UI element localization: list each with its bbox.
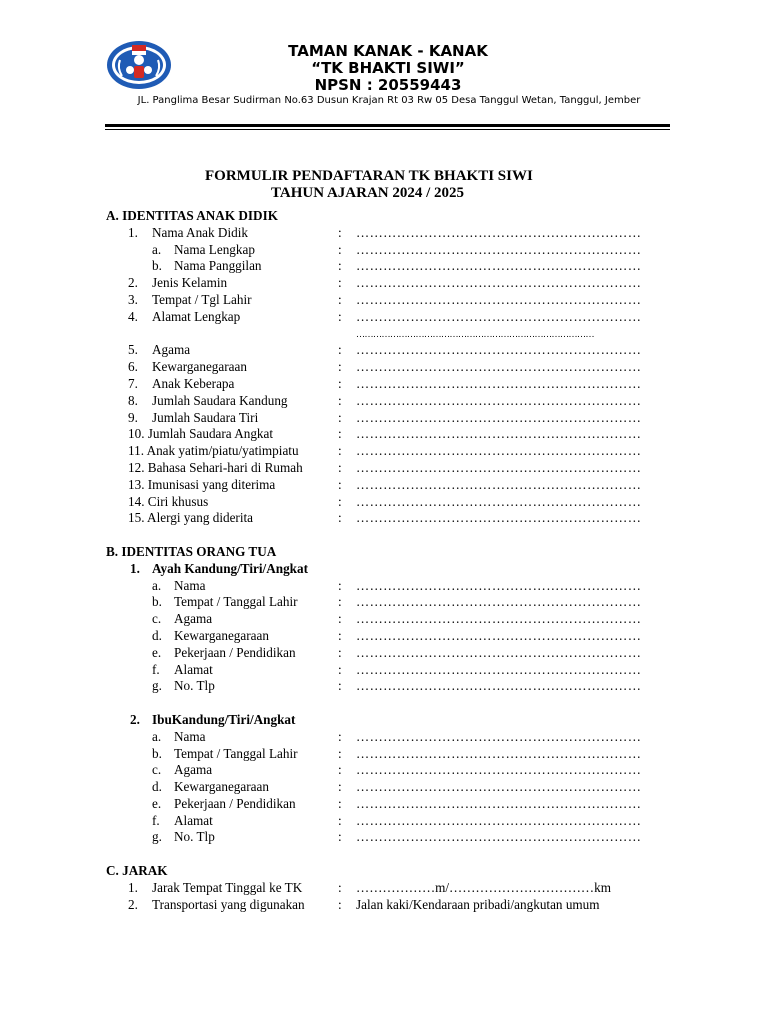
blank-field[interactable]: ………………………………………………………	[356, 577, 642, 593]
field-label: 13. Imunisasi yang diterima	[128, 476, 276, 492]
form-row: 10. Jumlah Saudara Angkat : ………………………………………………………	[0, 426, 768, 443]
blank-field[interactable]: ………………………………………………………	[356, 375, 642, 391]
blank-field[interactable]: ………………………………………………………	[356, 745, 642, 761]
form-row: a. Nama Lengkap : ………………………………………………………	[0, 242, 768, 259]
field-label: 14. Ciri khusus	[128, 493, 209, 509]
form-row: f. Alamat : ………………………………………………………	[0, 662, 768, 679]
section-b-heading: B. IDENTITAS ORANG TUA	[106, 543, 277, 559]
father-subheading: Ayah Kandung/Tiri/Angkat	[152, 560, 308, 576]
blank-field[interactable]: ………………………………………………………	[356, 510, 642, 526]
form-row: b. Tempat / Tanggal Lahir : ………………………………………………………	[0, 746, 768, 763]
father-subheading-row: 1. Ayah Kandung/Tiri/Angkat	[130, 560, 308, 576]
blank-field[interactable]: ………………………………………………………	[356, 241, 642, 257]
blank-field[interactable]: ………………………………………………………	[356, 224, 642, 240]
section-a-heading: A. IDENTITAS ANAK DIDIK	[106, 208, 278, 223]
header-divider-thick	[105, 124, 670, 127]
field-label: Tempat / Tanggal Lahir	[174, 745, 298, 761]
school-address: JL. Panglima Besar Sudirman No.63 Dusun Krajan Rt 03 Rw 05 Desa Tanggul Wetan, Tanggul, Jember	[137, 95, 641, 106]
form-row: d. Kewarganegaraan : ………………………………………………………	[0, 628, 768, 645]
field-label: Anak Keberapa	[152, 375, 235, 391]
form-row: g. No. Tlp : ………………………………………………………	[0, 829, 768, 846]
school-name: “TK BHAKTI SIWI”	[311, 59, 465, 77]
field-label: Kewarganegaraan	[152, 359, 247, 375]
mother-subheading-row: 2. IbuKandung/Tiri/Angkat	[130, 711, 296, 727]
field-label: Agama	[174, 611, 213, 627]
blank-field[interactable]: ………………………………………………………	[356, 359, 642, 375]
form-row: a. Nama : ………………………………………………………	[0, 729, 768, 746]
field-label: Nama Anak Didik	[152, 224, 248, 240]
school-type: TAMAN KANAK - KANAK	[288, 42, 488, 60]
field-label: No. Tlp	[174, 678, 215, 694]
form-row: b. Nama Panggilan : ………………………………………………………	[0, 258, 768, 275]
blank-field[interactable]: ………………………………………………………	[356, 291, 642, 307]
form-row: 15. Alergi yang diderita : ………………………………………………………	[0, 510, 768, 527]
field-label: Jumlah Saudara Tiri	[152, 409, 259, 425]
distance-field[interactable]: ………………m/……………………………km	[356, 879, 611, 895]
form-row: 9. Jumlah Saudara Tiri : ………………………………………………………	[0, 410, 768, 427]
field-label: Alamat	[174, 812, 213, 828]
form-row	[0, 326, 768, 343]
school-logo-icon	[106, 40, 172, 90]
field-label: Jenis Kelamin	[152, 275, 228, 291]
field-label: Kewarganegaraan	[174, 627, 269, 643]
registration-form	[0, 208, 768, 913]
blank-field[interactable]: ………………………………………………………	[356, 762, 642, 778]
form-row: d. Kewarganegaraan : ………………………………………………………	[0, 779, 768, 796]
field-label: Nama	[174, 577, 206, 593]
field-label: 12. Bahasa Sehari-hari di Rumah	[128, 459, 303, 475]
form-row: 12. Bahasa Sehari-hari di Rumah : ………………………………………………………	[0, 460, 768, 477]
blank-field[interactable]: ………………………………………………………	[356, 728, 642, 744]
form-row: f. Alamat : ………………………………………………………	[0, 813, 768, 830]
blank-field[interactable]: ………………………………………………………	[356, 342, 642, 358]
field-label: 11. Anak yatim/piatu/yatimpiatu	[128, 443, 299, 459]
form-row: 7. Anak Keberapa : ………………………………………………………	[0, 376, 768, 393]
academic-year: TAHUN AJARAN 2024 / 2025	[271, 185, 465, 201]
form-row: 14. Ciri khusus : ………………………………………………………	[0, 494, 768, 511]
spacer	[0, 846, 768, 863]
form-row: e. Pekerjaan / Pendidikan : ………………………………………………………	[0, 645, 768, 662]
form-row: g. No. Tlp : ………………………………………………………	[0, 678, 768, 695]
section-c-heading-row	[0, 863, 768, 880]
field-label: Kewarganegaraan	[174, 779, 269, 795]
form-row: 1. Nama Anak Didik : ………………………………………………………	[0, 225, 768, 242]
field-label: No. Tlp	[174, 829, 215, 845]
header-divider-thin	[105, 129, 670, 130]
form-row: 4. Alamat Lengkap : ………………………………………………………	[0, 309, 768, 326]
field-label: Agama	[152, 342, 191, 358]
form-row: 5. Agama : ………………………………………………………	[0, 342, 768, 359]
form-row: c. Agama : ………………………………………………………	[0, 762, 768, 779]
blank-field[interactable]: ………………………………………………………	[356, 493, 642, 509]
form-row: 11. Anak yatim/piatu/yatimpiatu : ………………………………………………………	[0, 443, 768, 460]
field-label: Nama Panggilan	[174, 258, 262, 274]
spacer	[0, 695, 768, 712]
spacer	[0, 527, 768, 544]
blank-field[interactable]: ………………………………………………………	[356, 258, 642, 274]
blank-field[interactable]: ………………………………………………………	[356, 661, 642, 677]
field-label: Nama Lengkap	[174, 241, 255, 257]
field-label: Agama	[174, 762, 213, 778]
field-label: Pekerjaan / Pendidikan	[174, 795, 296, 811]
blank-field[interactable]: ………………………………………………………	[356, 627, 642, 643]
field-label: Jarak Tempat Tinggal ke TK	[152, 879, 303, 895]
blank-field[interactable]: ………………………………………………………	[356, 409, 642, 425]
mother-subheading: IbuKandung/Tiri/Angkat	[152, 711, 296, 727]
form-row: e. Pekerjaan / Pendidikan : ………………………………………………………	[0, 796, 768, 813]
blank-field[interactable]: ………………………………………………………	[356, 644, 642, 660]
section-c-heading: C. JARAK	[106, 863, 168, 879]
form-row: b. Tempat / Tanggal Lahir : ………………………………………………………	[0, 594, 768, 611]
form-row: 2. Jenis Kelamin : ………………………………………………………	[0, 275, 768, 292]
blank-field-continuation[interactable]: …………………………………………………………………………	[356, 328, 594, 339]
form-row: 8. Jumlah Saudara Kandung : ………………………………………………………	[0, 393, 768, 410]
blank-field[interactable]: ………………………………………………………	[356, 611, 642, 627]
blank-field[interactable]: ………………………………………………………	[356, 678, 642, 694]
form-row: 3. Tempat / Tgl Lahir : ………………………………………………………	[0, 292, 768, 309]
field-label: Transportasi yang digunakan	[152, 896, 305, 912]
blank-field[interactable]: ………………………………………………………	[356, 829, 642, 845]
field-label: 10. Jumlah Saudara Angkat	[128, 426, 274, 442]
transport-options[interactable]: Jalan kaki/Kendaraan pribadi/angkutan umum	[356, 896, 600, 912]
field-label: Pekerjaan / Pendidikan	[174, 644, 296, 660]
form-row: c. Agama : ………………………………………………………	[0, 611, 768, 628]
field-label: 15. Alergi yang diderita	[128, 510, 254, 526]
field-label: Jumlah Saudara Kandung	[152, 392, 288, 408]
form-row: 1. Jarak Tempat Tinggal ke TK : ………………m/……………………………km	[128, 879, 611, 895]
field-label: Tempat / Tgl Lahir	[152, 291, 252, 307]
blank-field[interactable]: ………………………………………………………	[356, 443, 642, 459]
blank-field[interactable]: ………………………………………………………	[356, 795, 642, 811]
field-label: Alamat Lengkap	[152, 308, 241, 324]
blank-field[interactable]: ………………………………………………………	[356, 812, 642, 828]
blank-field[interactable]: ………………………………………………………	[356, 459, 642, 475]
form-row: 2. Transportasi yang digunakan : Jalan kaki/Kendaraan pribadi/angkutan umum	[128, 896, 600, 912]
form-row: 6. Kewarganegaraan : ………………………………………………………	[0, 359, 768, 376]
field-label: Nama	[174, 728, 206, 744]
blank-field[interactable]: ………………………………………………………	[356, 275, 642, 291]
field-label: Alamat	[174, 661, 213, 677]
section-a-heading-row	[0, 208, 768, 225]
blank-field[interactable]: ………………………………………………………	[356, 779, 642, 795]
blank-field[interactable]: ………………………………………………………	[356, 426, 642, 442]
field-label: Tempat / Tanggal Lahir	[174, 594, 298, 610]
blank-field[interactable]: ………………………………………………………	[356, 476, 642, 492]
blank-field[interactable]: ………………………………………………………	[356, 308, 642, 324]
form-row: 13. Imunisasi yang diterima : ………………………………………………………	[0, 477, 768, 494]
blank-field[interactable]: ………………………………………………………	[356, 594, 642, 610]
npsn: NPSN : 20559443	[314, 76, 462, 94]
form-row: a. Nama : ………………………………………………………	[0, 578, 768, 595]
blank-field[interactable]: ………………………………………………………	[356, 392, 642, 408]
form-title: FORMULIR PENDAFTARAN TK BHAKTI SIWI	[205, 168, 533, 184]
section-b-heading-row	[0, 544, 768, 561]
letterhead	[0, 0, 768, 140]
